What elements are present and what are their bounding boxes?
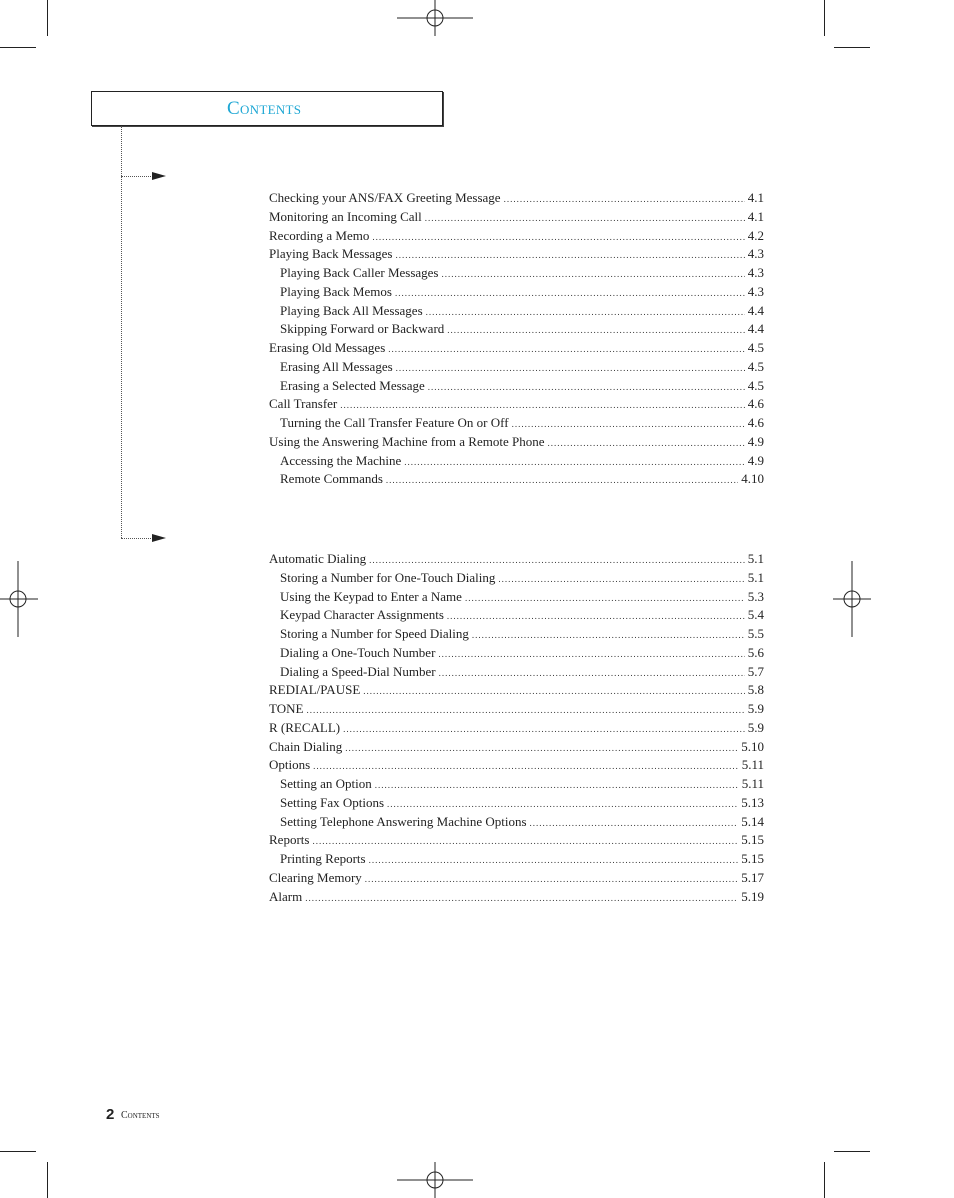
crop-mark — [0, 47, 36, 48]
toc-entry-title: Monitoring an Incoming Call — [269, 208, 422, 224]
toc-entry[interactable] — [269, 471, 764, 490]
toc-entry-title: Chain Dialing — [269, 738, 343, 754]
toc-entry-title: Automatic Dialing — [269, 551, 367, 566]
page-title: Contents — [227, 98, 302, 119]
toc-entry-page: 5.7 — [747, 663, 764, 679]
toc-entry[interactable] — [269, 739, 764, 758]
toc-entry-title: REDIAL/PAUSE — [269, 682, 361, 698]
toc-entry-page: 4.5 — [747, 377, 764, 393]
toc-dot-leader — [447, 325, 744, 335]
toc-dot-leader — [306, 705, 744, 715]
toc-dot-leader — [447, 611, 745, 621]
toc-entry[interactable] — [269, 284, 764, 303]
toc-entry-page: 5.13 — [741, 794, 764, 810]
toc-entry-page: 5.10 — [741, 738, 764, 754]
toc-entry-page: 4.6 — [747, 415, 764, 430]
toc-entry-title: Dialing a Speed-Dial Number — [280, 663, 436, 679]
toc-dot-leader — [438, 649, 744, 659]
crop-mark — [47, 0, 48, 36]
toc-entry[interactable] — [269, 645, 764, 664]
toc-dot-leader — [547, 438, 744, 448]
toc-entry-page: 5.19 — [741, 888, 764, 904]
toc-section-5 — [269, 551, 764, 907]
toc-dot-leader — [465, 593, 745, 603]
toc-dot-leader — [305, 893, 738, 903]
footer-label: Contents — [121, 1110, 160, 1121]
toc-entry-title: Reports — [269, 832, 310, 848]
toc-entry-title: Skipping Forward or Backward — [280, 321, 445, 337]
toc-entry-title: Dialing a One-Touch Number — [280, 644, 436, 660]
toc-entry-page: 4.3 — [747, 246, 764, 262]
toc-entry[interactable] — [269, 757, 764, 776]
toc-entry[interactable] — [269, 795, 764, 814]
toc-entry[interactable] — [269, 682, 764, 701]
toc-entry-page: 5.11 — [741, 757, 764, 773]
toc-entry-title: Setting Telephone Answering Machine Options — [280, 813, 527, 829]
toc-entry[interactable] — [269, 701, 764, 720]
toc-entry-page: 4.2 — [747, 227, 764, 243]
toc-entry-page: 5.4 — [747, 607, 764, 623]
section-arrow-icon — [152, 172, 166, 180]
toc-dot-leader — [372, 232, 744, 242]
toc-entry-title: Setting an Option — [280, 776, 372, 791]
toc-entry[interactable] — [269, 340, 764, 359]
toc-entry[interactable] — [269, 776, 764, 795]
toc-entry-title: Playing Back Messages — [269, 246, 393, 262]
toc-entry[interactable] — [269, 396, 764, 415]
toc-dot-leader — [345, 743, 738, 753]
toc-entry-title: Erasing a Selected Message — [280, 377, 425, 393]
toc-entry-title: Clearing Memory — [269, 869, 362, 885]
toc-entry[interactable] — [269, 228, 764, 247]
toc-entry[interactable] — [269, 814, 764, 833]
toc-entry[interactable] — [269, 664, 764, 683]
toc-dot-leader — [387, 799, 738, 809]
crop-mark — [824, 1162, 825, 1198]
toc-entry-page: 5.9 — [747, 719, 764, 735]
toc-dot-leader — [312, 836, 738, 846]
toc-dot-leader — [365, 874, 738, 884]
toc-entry-page: 5.1 — [747, 569, 764, 585]
toc-dot-leader — [340, 400, 745, 410]
toc-entry-title: Checking your ANS/FAX Greeting Message — [269, 190, 501, 205]
toc-dot-leader — [425, 213, 745, 223]
toc-entry-title: Accessing the Machine — [280, 452, 402, 468]
toc-entry[interactable] — [269, 551, 764, 570]
toc-entry-title: R (RECALL) — [269, 719, 341, 735]
toc-dot-leader — [512, 419, 745, 429]
toc-entry-page: 5.15 — [741, 832, 764, 848]
toc-entry[interactable] — [269, 832, 764, 851]
toc-entry-page: 5.8 — [747, 682, 764, 698]
toc-entry[interactable] — [269, 321, 764, 340]
toc-entry-page: 5.1 — [747, 551, 764, 566]
toc-dot-leader — [428, 382, 745, 392]
toc-dot-leader — [369, 855, 739, 865]
toc-entry[interactable] — [269, 589, 764, 608]
crop-mark — [824, 0, 825, 36]
registration-mark-icon — [0, 561, 38, 637]
toc-dot-leader — [426, 307, 745, 317]
toc-entry[interactable] — [269, 870, 764, 889]
toc-dot-leader — [369, 555, 745, 565]
toc-entry-page: 4.1 — [747, 208, 764, 224]
toc-dot-leader — [472, 630, 745, 640]
toc-dot-leader — [442, 269, 745, 279]
crop-mark — [834, 47, 870, 48]
registration-mark-icon — [397, 0, 473, 38]
toc-dot-leader — [498, 574, 744, 584]
toc-entry-title: Remote Commands — [280, 471, 383, 487]
toc-entry[interactable] — [269, 246, 764, 265]
toc-entry-page: 4.6 — [747, 396, 764, 412]
toc-entry[interactable] — [269, 434, 764, 453]
toc-entry-title: Alarm — [269, 888, 303, 904]
crop-mark — [47, 1162, 48, 1198]
toc-entry-title: Call Transfer — [269, 396, 338, 412]
toc-entry-title: Playing Back All Messages — [280, 302, 423, 318]
registration-mark-icon — [833, 561, 871, 637]
toc-entry-page: 5.14 — [741, 813, 764, 829]
toc-entry-title: Using the Answering Machine from a Remote Phone — [269, 433, 545, 449]
toc-entry[interactable] — [269, 190, 764, 209]
toc-entry[interactable] — [269, 378, 764, 397]
contents-title-box — [91, 91, 443, 126]
toc-dot-leader — [404, 457, 744, 467]
toc-entry-page: 4.3 — [747, 265, 764, 280]
footer-page-number: 2 — [106, 1106, 115, 1123]
toc-dot-leader — [504, 194, 745, 204]
toc-entry-page: 5.15 — [741, 851, 764, 866]
toc-entry-title: Erasing Old Messages — [269, 340, 386, 355]
section-arrow-icon — [152, 534, 166, 542]
toc-entry-page: 5.9 — [747, 701, 764, 716]
toc-entry-title: Turning the Call Transfer Feature On or Off — [280, 415, 509, 430]
toc-entry-page: 4.4 — [747, 321, 764, 337]
toc-dot-leader — [439, 668, 745, 678]
toc-dot-leader — [388, 344, 744, 354]
toc-entry-page: 4.1 — [747, 190, 764, 205]
toc-entry-page: 4.9 — [747, 452, 764, 468]
toc-entry[interactable] — [269, 720, 764, 739]
crop-mark — [0, 1151, 36, 1152]
toc-entry-title: Keypad Character Assignments — [280, 607, 444, 623]
toc-entry-title: TONE — [269, 701, 304, 716]
toc-entry-page: 5.17 — [741, 869, 764, 885]
toc-entry[interactable] — [269, 851, 764, 870]
toc-entry-title: Options — [269, 757, 311, 773]
toc-entry[interactable] — [269, 359, 764, 378]
toc-dot-leader — [375, 780, 739, 790]
toc-entry[interactable] — [269, 303, 764, 322]
toc-dot-leader — [530, 818, 739, 828]
toc-dot-leader — [343, 724, 745, 734]
toc-entry[interactable] — [269, 415, 764, 434]
toc-entry[interactable] — [269, 570, 764, 589]
toc-entry-title: Storing a Number for One-Touch Dialing — [280, 569, 496, 585]
toc-dot-leader — [395, 288, 745, 298]
section-connector-line — [121, 126, 122, 538]
toc-entry-title: Recording a Memo — [269, 227, 370, 243]
toc-entry-page: 4.5 — [747, 358, 764, 374]
toc-entry-page: 4.10 — [741, 471, 764, 487]
toc-entry-page: 4.4 — [747, 302, 764, 318]
toc-entry-title: Erasing All Messages — [280, 358, 393, 374]
toc-dot-leader — [395, 250, 744, 260]
toc-entry-page: 5.5 — [747, 626, 764, 641]
toc-entry[interactable] — [269, 453, 764, 472]
toc-entry-page: 5.6 — [747, 644, 764, 660]
section-connector-line — [121, 176, 153, 177]
toc-entry-title: Setting Fax Options — [280, 794, 385, 810]
toc-entry[interactable] — [269, 607, 764, 626]
registration-mark-icon — [397, 1162, 473, 1198]
toc-section-4 — [269, 190, 764, 490]
toc-entry[interactable] — [269, 209, 764, 228]
toc-entry-page: 5.3 — [747, 588, 764, 604]
toc-entry[interactable] — [269, 626, 764, 645]
toc-entry-page: 5.11 — [741, 776, 764, 791]
toc-entry-title: Using the Keypad to Enter a Name — [280, 588, 462, 604]
toc-entry-title: Playing Back Caller Messages — [280, 265, 439, 280]
toc-entry-page: 4.5 — [747, 340, 764, 355]
toc-entry[interactable] — [269, 889, 764, 908]
section-connector-line — [121, 538, 153, 539]
toc-entry-page: 4.9 — [747, 433, 764, 449]
toc-dot-leader — [363, 686, 744, 696]
toc-entry-title: Printing Reports — [280, 851, 366, 866]
toc-dot-leader — [396, 363, 745, 373]
crop-mark — [834, 1151, 870, 1152]
toc-dot-leader — [313, 761, 739, 771]
toc-entry-page: 4.3 — [747, 283, 764, 299]
toc-entry-title: Playing Back Memos — [280, 283, 392, 299]
toc-dot-leader — [386, 475, 738, 485]
toc-entry[interactable] — [269, 265, 764, 284]
toc-entry-title: Storing a Number for Speed Dialing — [280, 626, 469, 641]
